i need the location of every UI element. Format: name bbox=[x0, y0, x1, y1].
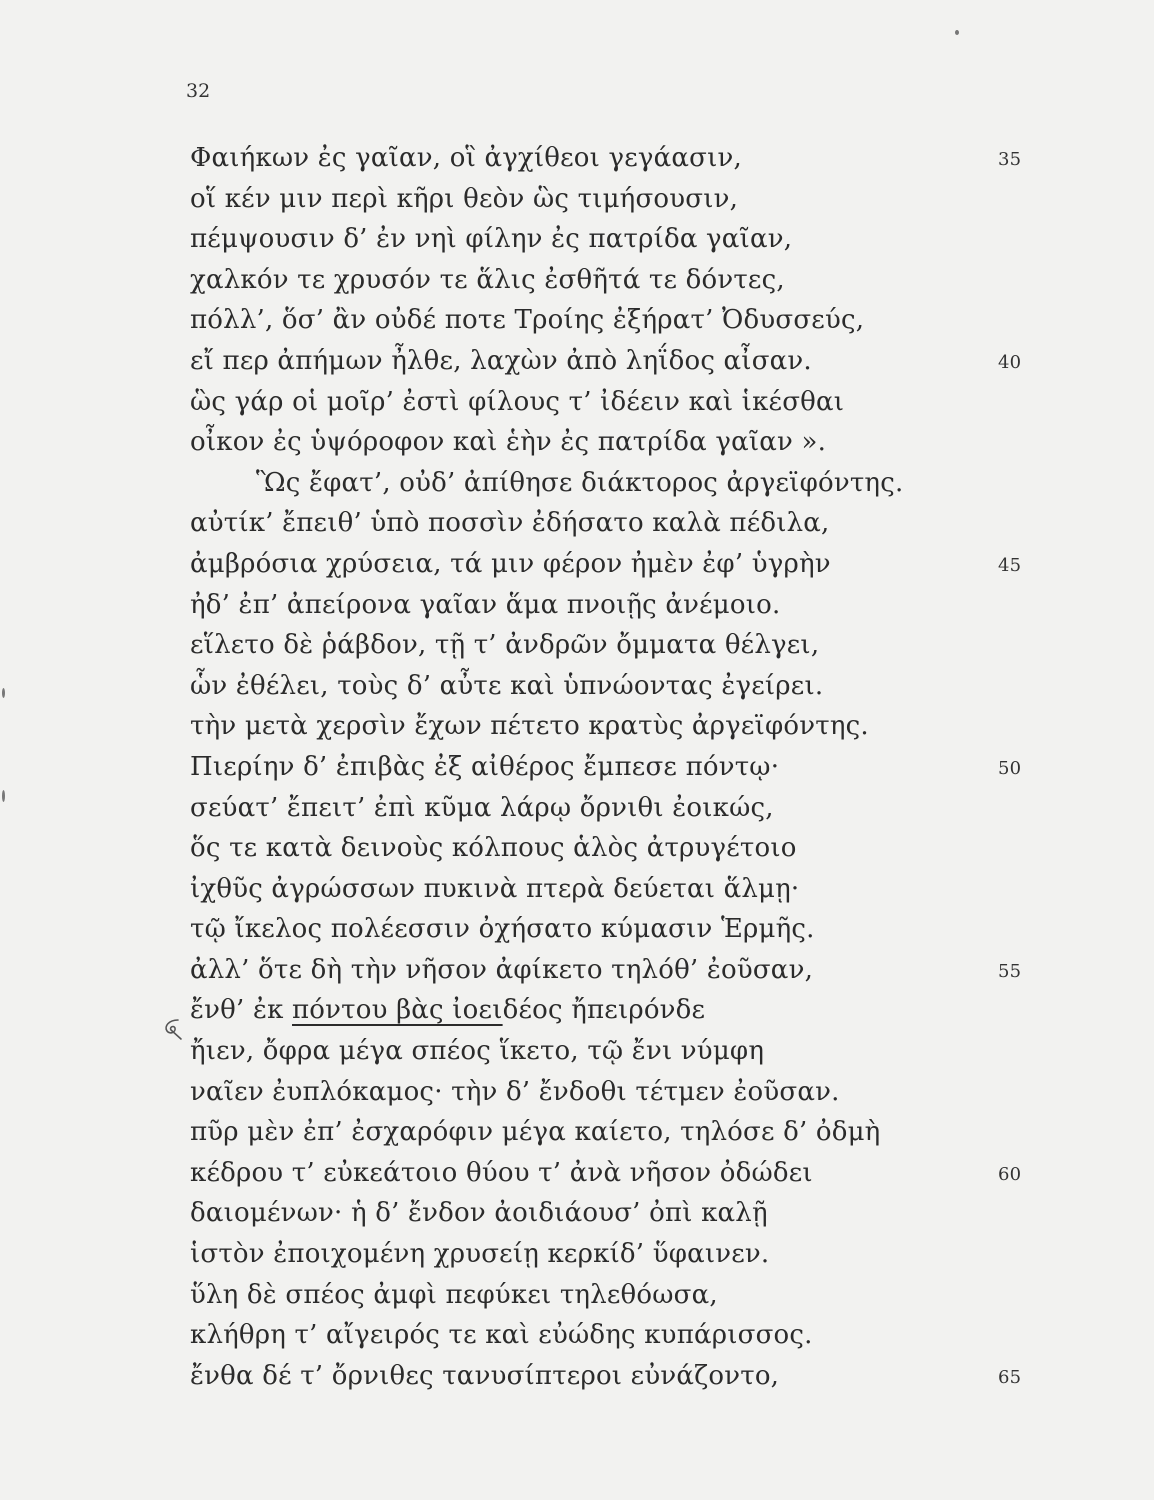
verse-text: ὧν ἐθέλει, τοὺς δ’ αὖτε καὶ ὑπνώοντας ἐγείρει. bbox=[190, 670, 824, 701]
verse-text: κέδρου τ’ εὐκεάτοιο θύου τ’ ἀνὰ νῆσον ὀδώδει bbox=[190, 1157, 813, 1188]
verse-text: κλήθρη τ’ αἴγειρός τε καὶ εὐώδης κυπάρισσος. bbox=[190, 1320, 813, 1351]
verse-text: Πιερίην δ’ ἐπιβὰς ἐξ αἰθέρος ἔμπεσε πόντῳ· bbox=[190, 751, 780, 782]
verse-line bbox=[190, 1234, 1050, 1275]
verse-text: Φαιήκων ἐς γαῖαν, οἳ ἀγχίθεοι γεγάασιν, bbox=[190, 143, 742, 173]
verse-text: τῷ ἴκελος πολέεσσιν ὀχήσατο κύμασιν Ἑρμῆς. bbox=[190, 914, 815, 945]
verse-line bbox=[190, 828, 1050, 869]
line-number: 60 bbox=[998, 1163, 1022, 1185]
verse-text: ναῖεν ἐυπλόκαμος· τὴν δ’ ἔνδοθι τέτμεν ἐοῦσαν. bbox=[190, 1076, 840, 1107]
verse-text: εἴ περ ἀπήμων ἦλθε, λαχὼν ἀπὸ ληΐδος αἶσαν. bbox=[190, 345, 812, 376]
verse-line bbox=[190, 1031, 1050, 1072]
paper-speck bbox=[2, 790, 5, 802]
line-number: 65 bbox=[998, 1366, 1022, 1388]
verse-line bbox=[190, 625, 1050, 666]
paper-speck bbox=[955, 30, 959, 35]
verse-line bbox=[190, 788, 1050, 829]
verse-line bbox=[190, 1356, 1050, 1397]
verse-text: ἱστὸν ἐποιχομένη χρυσείῃ κερκίδ’ ὕφαινεν. bbox=[190, 1239, 770, 1270]
verse-text: οἵ κέν μιν περὶ κῆρι θεὸν ὣς τιμήσουσιν, bbox=[190, 183, 739, 214]
verse-line bbox=[190, 382, 1050, 423]
verse-line bbox=[190, 422, 1050, 463]
handwritten-underline: πόντου βὰς ἰοει bbox=[292, 995, 503, 1026]
verse-text: ἤιεν, ὄφρα μέγα σπέος ἵκετο, τῷ ἔνι νύμφη bbox=[190, 1036, 765, 1067]
line-number: 40 bbox=[998, 351, 1022, 373]
verse-text: ὅς τε κατὰ δεινοὺς κόλπους ἁλὸς ἀτρυγέτοιο bbox=[190, 833, 797, 864]
verse-line bbox=[190, 463, 1050, 504]
verse-line bbox=[190, 1153, 1050, 1194]
verse-text-part: ἔνθ’ ἐκ bbox=[190, 995, 293, 1026]
verse-line bbox=[190, 1275, 1050, 1316]
verse-line bbox=[190, 1315, 1050, 1356]
poem-text bbox=[190, 138, 1050, 1396]
verse-text: πῦρ μὲν ἐπ’ ἐσχαρόφιν μέγα καίετο, τηλόσε δ’ ὀδμὴ bbox=[190, 1117, 881, 1148]
verse-text: χαλκόν τε χρυσόν τε ἅλις ἐσθῆτά τε δόντες, bbox=[190, 264, 785, 295]
verse-text: εἵλετο δὲ ῥάβδον, τῇ τ’ ἀνδρῶν ὄμματα θέλγει, bbox=[190, 630, 820, 661]
verse-line bbox=[190, 260, 1050, 301]
line-number: 55 bbox=[998, 960, 1022, 982]
verse-text: ἔνθα δέ τ’ ὄρνιθες τανυσίπτεροι εὐνάζοντο, bbox=[190, 1360, 780, 1391]
verse-text: ἠδ’ ἐπ’ ἀπείρονα γαῖαν ἅμα πνοιῇς ἀνέμοιο. bbox=[190, 589, 781, 620]
verse-line bbox=[190, 1112, 1050, 1153]
verse-line bbox=[190, 179, 1050, 220]
verse-line bbox=[190, 747, 1050, 788]
verse-line bbox=[190, 219, 1050, 260]
verse-text-part: δέος ἤπειρόνδε bbox=[502, 995, 706, 1026]
line-number: 35 bbox=[998, 149, 1022, 170]
verse-line bbox=[190, 341, 1050, 382]
verse-text: αὐτίκ’ ἔπειθ’ ὑπὸ ποσσὶν ἐδήσατο καλὰ πέδιλα, bbox=[190, 508, 830, 539]
line-number: 50 bbox=[998, 757, 1022, 779]
verse-text: δαιομένων· ἡ δ’ ἔνδον ἀοιδιάουσ’ ὀπὶ καλῇ bbox=[190, 1198, 768, 1229]
verse-text: πέμψουσιν δ’ ἐν νηὶ φίλην ἐς πατρίδα γαῖαν, bbox=[190, 224, 793, 255]
line-number: 45 bbox=[998, 554, 1022, 576]
verse-line bbox=[190, 1072, 1050, 1113]
verse-text: Ὣς ἔφατ’, οὐδ’ ἀπίθησε διάκτορος ἀργεϊφόντης. bbox=[256, 467, 904, 498]
verse-text: ὣς γάρ οἱ μοῖρ’ ἐστὶ φίλους τ’ ἰδέειν καὶ ἱκέσθαι bbox=[190, 386, 845, 417]
verse-line bbox=[190, 585, 1050, 626]
verse-text: οἶκον ἐς ὑψόροφον καὶ ἑὴν ἐς πατρίδα γαῖαν ». bbox=[190, 427, 827, 458]
verse-text: ἀλλ’ ὅτε δὴ τὴν νῆσον ἀφίκετο τηλόθ’ ἐοῦσαν, bbox=[190, 954, 814, 985]
verse-text bbox=[190, 995, 705, 1025]
handwritten-margin-mark bbox=[161, 1016, 183, 1042]
verse-line bbox=[190, 706, 1050, 747]
verse-text: ὕλη δὲ σπέος ἀμφὶ πεφύκει τηλεθόωσα, bbox=[190, 1279, 718, 1310]
page-number: 32 bbox=[186, 80, 211, 102]
verse-line bbox=[190, 950, 1050, 991]
verse-line bbox=[190, 503, 1050, 544]
verse-line bbox=[190, 666, 1050, 707]
verse-line bbox=[190, 869, 1050, 910]
verse-text: σεύατ’ ἔπειτ’ ἐπὶ κῦμα λάρῳ ὄρνιθι ἐοικώς, bbox=[190, 792, 774, 823]
paper-speck bbox=[2, 688, 5, 698]
verse-line bbox=[190, 300, 1050, 341]
verse-line bbox=[190, 138, 1050, 179]
verse-text: ἰχθῦς ἀγρώσσων πυκινὰ πτερὰ δεύεται ἅλμῃ· bbox=[190, 873, 800, 904]
verse-text: ἀμβρόσια χρύσεια, τά μιν φέρον ἠμὲν ἐφ’ ὑγρὴν bbox=[190, 548, 831, 579]
verse-line bbox=[190, 1193, 1050, 1234]
verse-text: τὴν μετὰ χερσὶν ἔχων πέτετο κρατὺς ἀργεϊφόντης. bbox=[190, 711, 869, 742]
verse-line bbox=[190, 990, 1050, 1031]
verse-text: πόλλ’, ὅσ’ ἂν οὐδέ ποτε Τροίης ἐξήρατ’ Ὀδυσσεύς, bbox=[190, 305, 865, 336]
verse-line bbox=[190, 909, 1050, 950]
verse-line bbox=[190, 544, 1050, 585]
